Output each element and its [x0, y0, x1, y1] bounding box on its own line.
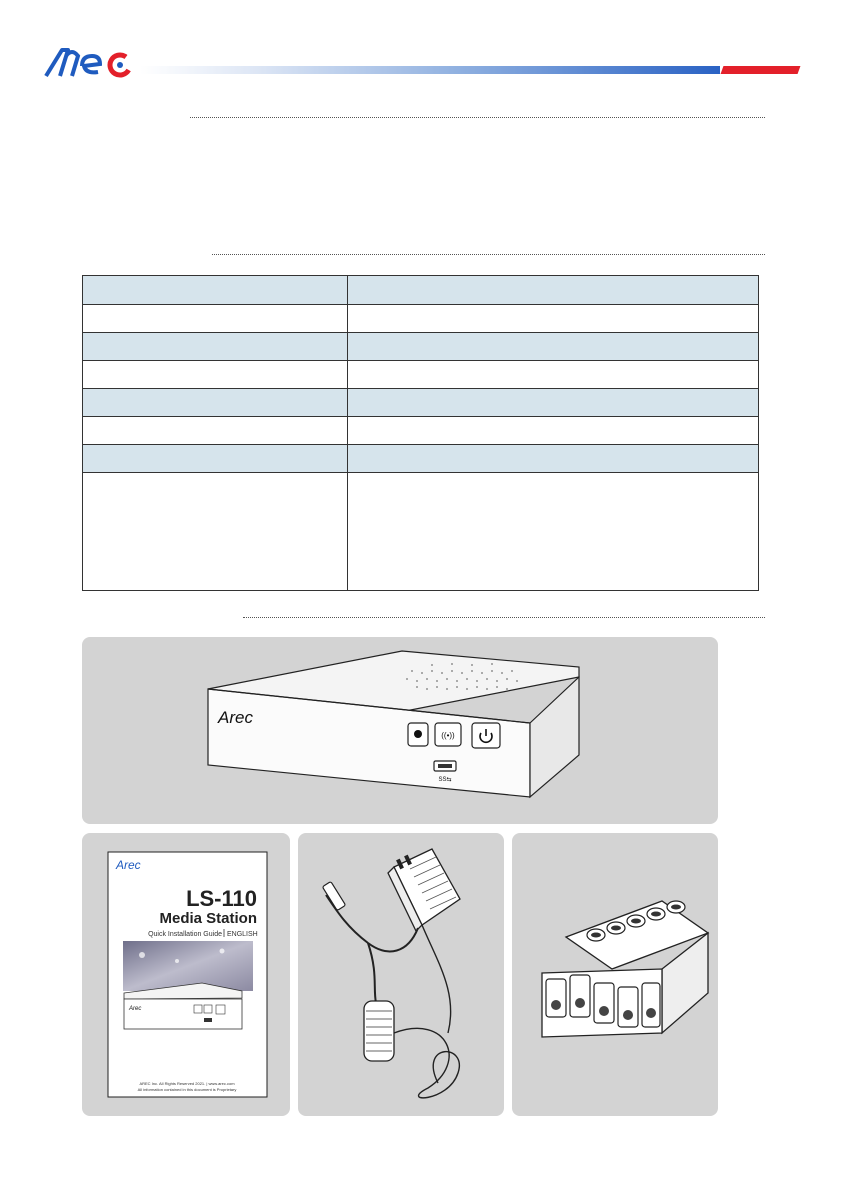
usb-label: SS⇆ [438, 777, 452, 783]
media-station-illustration [82, 637, 718, 824]
guide-model: LS-110 [186, 886, 257, 911]
power-adapter-icon [298, 833, 504, 1116]
table-cell-value [348, 276, 758, 304]
table-row [83, 332, 758, 360]
quick-guide-illustration [82, 833, 290, 1116]
spec-table [82, 275, 759, 591]
table-row [83, 388, 758, 416]
record-icon [414, 730, 422, 738]
svg-text:Arec: Arec [129, 1006, 142, 1012]
table-row [83, 416, 758, 444]
device-panel [82, 637, 718, 824]
table-cell-label [83, 276, 348, 304]
guide-footer-line2: All information contained in this document is Proprietary [137, 1087, 237, 1092]
guide-language: ENGLISH [227, 931, 258, 938]
table-cell-label [83, 333, 348, 360]
header-gradient-bar [140, 66, 720, 74]
guide-panel [82, 833, 290, 1116]
table-row [83, 360, 758, 388]
table-cell-value [348, 417, 758, 444]
table-row [83, 276, 758, 304]
terminal-block-icon [512, 833, 718, 1116]
table-row [83, 472, 758, 590]
section-separator-3 [243, 617, 765, 618]
table-cell-value [348, 361, 758, 388]
arec-logo [42, 44, 140, 78]
table-cell-value [348, 333, 758, 360]
guide-logo: Arec [116, 858, 141, 872]
table-cell-label [83, 445, 348, 472]
section-separator-2 [212, 254, 765, 255]
guide-footer-line1: AREC Inc. All Rights Reserved 2021. | www.arec.com [139, 1081, 235, 1086]
table-cell-value [348, 445, 758, 472]
table-row [83, 304, 758, 332]
guide-subtitle: Quick Installation Guide [148, 931, 222, 938]
table-cell-value [348, 305, 758, 332]
table-cell-value [348, 473, 758, 590]
header-red-accent [721, 66, 801, 74]
broadcast-icon: ((•)) [441, 731, 455, 740]
table-row [83, 444, 758, 472]
table-cell-label [83, 417, 348, 444]
terminal-block-panel [512, 833, 718, 1116]
table-cell-value [348, 389, 758, 416]
table-cell-label [83, 305, 348, 332]
guide-product-name: Media Station [159, 910, 257, 927]
section-separator-1 [190, 117, 765, 118]
table-cell-label [83, 361, 348, 388]
power-adapter-panel [298, 833, 504, 1116]
device-logo: Arec [218, 708, 253, 727]
table-cell-label [83, 473, 348, 590]
table-cell-label [83, 389, 348, 416]
